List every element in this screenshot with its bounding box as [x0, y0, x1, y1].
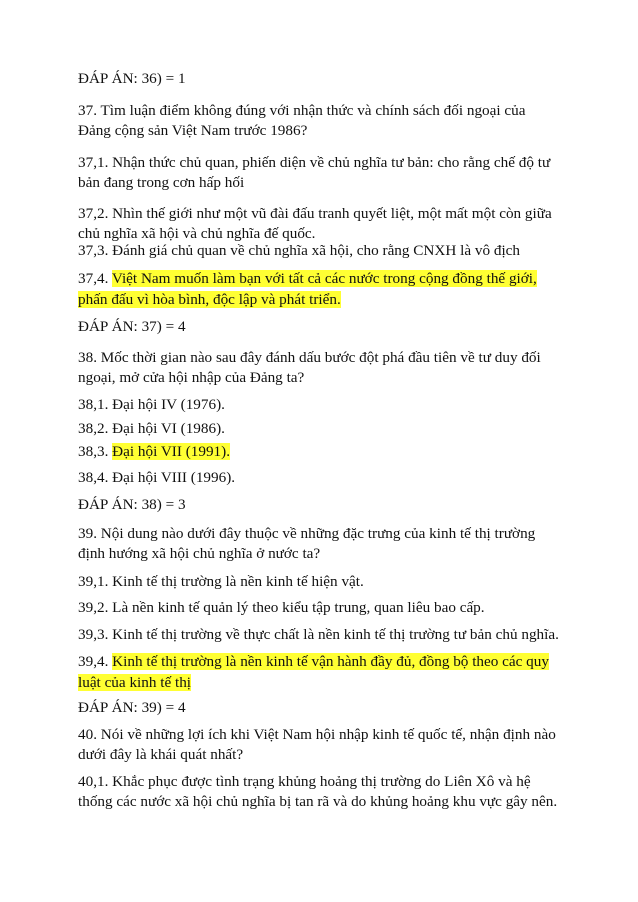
answer-37: ĐÁP ÁN: 37) = 4: [78, 318, 186, 335]
question-38-line-2: ngoại, mở cửa hội nhập của Đảng ta?: [78, 369, 305, 386]
option-38-3-prefix: 38,3.: [78, 443, 113, 460]
highlighted-answer-37: Việt Nam muốn làm bạn với tất cả các nước trong cộng đồng thế giới,: [111, 270, 537, 287]
option-39-3: 39,3. Kinh tế thị trường về thực chất là nền kinh tế thị trường tư bản chủ nghĩa.: [78, 626, 559, 643]
option-39-4-line-1: [78, 651, 578, 672]
question-40-line-1: 40. Nói về những lợi ích khi Việt Nam hội nhập kinh tế quốc tế, nhận định nào: [78, 726, 556, 743]
option-37-2-line-1: 37,2. Nhìn thế giới như một vũ đài đấu tranh quyết liệt, một mất một còn giữa: [78, 205, 552, 222]
question-40-line-2: dưới đây là khái quát nhất?: [78, 746, 244, 763]
option-40-1-line-2: thống các nước xã hội chủ nghĩa bị tan rã và do khủng hoảng khu vực gây nên.: [78, 793, 558, 810]
answer-39: ĐÁP ÁN: 39) = 4: [78, 699, 186, 716]
highlighted-answer-39: Kinh tế thị trường là nền kinh tế vận hành đầy đủ, đồng bộ theo các quy: [112, 653, 549, 670]
option-39-4-line-2: [78, 672, 578, 693]
question-37-line-1: 37. Tìm luận điểm không đúng với nhận thức và chính sách đối ngoại của: [78, 102, 526, 119]
option-40-1-line-1: 40,1. Khắc phục được tình trạng khủng hoảng thị trường do Liên Xô và hệ: [78, 773, 531, 790]
option-38-1: 38,1. Đại hội IV (1976).: [78, 396, 225, 413]
highlighted-answer-38: Đại hội VII (1991).: [112, 443, 230, 460]
option-39-4-prefix: 39,4.: [78, 653, 113, 670]
option-39-2: 39,2. Là nền kinh tế quản lý theo kiểu tập trung, quan liêu bao cấp.: [78, 599, 485, 616]
question-37-line-2: Đảng cộng sản Việt Nam trước 1986?: [78, 122, 308, 139]
option-37-1-line-2: bản đang trong cơn hấp hối: [78, 174, 245, 191]
option-37-3: 37,3. Đánh giá chủ quan về chủ nghĩa xã hội, cho rằng CNXH là vô địch: [78, 242, 521, 259]
option-37-4-prefix: 37,4.: [78, 270, 112, 287]
answer-36: ĐÁP ÁN: 36) = 1: [78, 70, 186, 87]
question-39-line-2: định hướng xã hội chủ nghĩa ở nước ta?: [78, 545, 321, 562]
question-38-line-1: 38. Mốc thời gian nào sau đây đánh dấu bước đột phá đầu tiên về tư duy đối: [78, 349, 541, 366]
option-37-4-line-1: [78, 268, 578, 289]
answer-38: ĐÁP ÁN: 38) = 3: [78, 496, 186, 513]
option-39-1: 39,1. Kinh tế thị trường là nền kinh tế hiện vật.: [78, 573, 364, 590]
option-38-4: 38,4. Đại hội VIII (1996).: [78, 469, 236, 486]
option-37-1-line-1: 37,1. Nhận thức chủ quan, phiến diện về chủ nghĩa tư bản: cho rằng chế độ tư: [78, 154, 551, 171]
question-39-line-1: 39. Nội dung nào dưới đây thuộc về những đặc trưng của kinh tế thị trường: [78, 525, 536, 542]
option-37-4-line-2: [78, 289, 578, 310]
option-37-2-line-2: chủ nghĩa xã hội và chủ nghĩa đế quốc.: [78, 225, 316, 242]
highlighted-answer-37-cont: phấn đấu vì hòa bình, độc lập và phát triển.: [78, 291, 341, 308]
option-38-3: [78, 441, 578, 462]
highlighted-answer-39-cont: luật của kinh tế thị: [78, 674, 192, 691]
option-38-2: 38,2. Đại hội VI (1986).: [78, 420, 225, 437]
